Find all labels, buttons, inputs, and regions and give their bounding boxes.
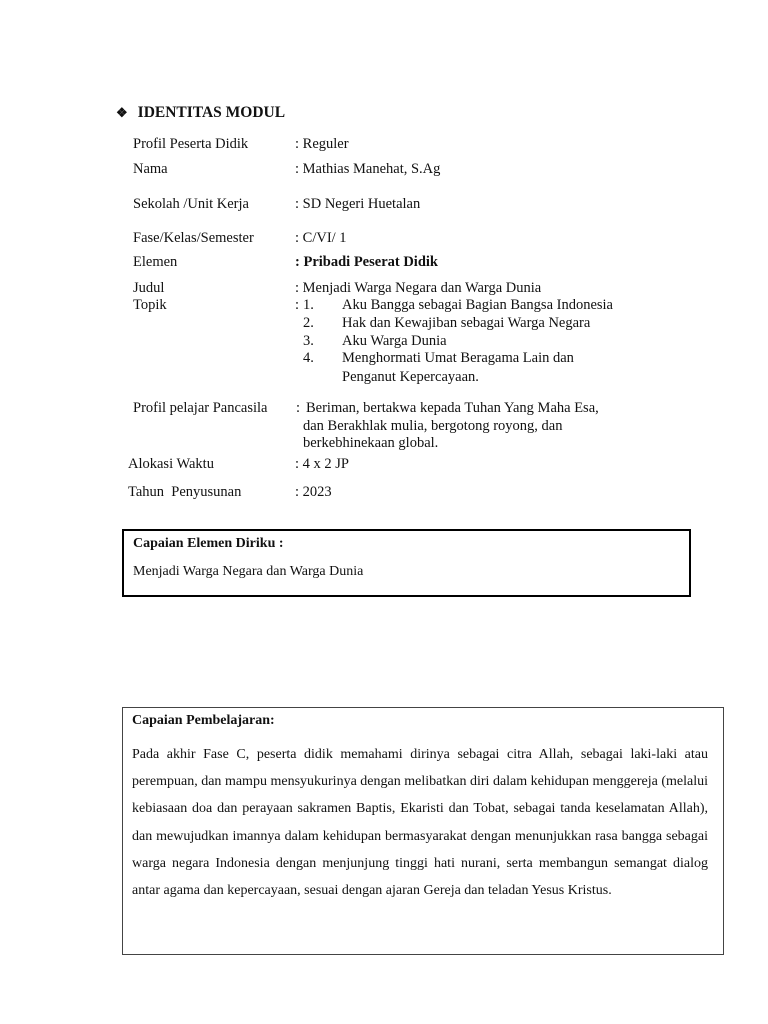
profil-value: : Reguler (295, 136, 349, 152)
capaian-elemen-box (122, 529, 691, 597)
diamond-bullet-icon: ❖ (116, 105, 128, 120)
pancasila-label: Profil pelajar Pancasila (133, 400, 268, 416)
elemen-value: Pribadi Peserat Didik (303, 254, 438, 270)
capaian-pembelajaran-body: Pada akhir Fase C, peserta didik memahami dirinya sebagai citra Allah, sebagai laki-laki atau perempuan, dan mampu mensyukurinya dengan melibatkan diri dalam kehidupan menggereja (melalui kebiasaan doa dan perayaan sakramen Baptis, Ekaristi dan Tobat, sebagai tanda keselamatan Allah), dan mewujudkan imannya dalam kehidupan bermasyarakat dengan menunjukkan rasa bangga sebagai warga negara Indonesia dengan menjunjung tinggi hati nurani, serta membangun semangat dialog antar agama dan kepercayaan, sesuai dengan ajaran Gereja dan teladan Yesus Kristus. (132, 747, 708, 899)
judul-value: : Menjadi Warga Negara dan Warga Dunia (295, 280, 542, 296)
sekolah-label: Sekolah /Unit Kerja (133, 196, 249, 212)
alokasi-label: Alokasi Waktu (128, 456, 214, 472)
sekolah-value: : SD Negeri Huetalan (295, 196, 421, 212)
topik-item-2: Hak dan Kewajiban sebagai Warga Negara (342, 315, 591, 331)
judul-label: Judul (133, 280, 165, 296)
topik-item-4: Menghormati Umat Beragama Lain dan (342, 350, 574, 366)
capaian-elemen-title: Capaian Elemen Diriku : (133, 536, 284, 551)
topik-item-3: Aku Warga Dunia (342, 333, 447, 349)
elemen-value-row (295, 253, 438, 271)
topik-num-2: 2. (303, 315, 314, 331)
profil-label: Profil Peserta Didik (133, 136, 249, 152)
fase-label: Fase/Kelas/Semester (133, 230, 254, 246)
topik-num-1: 1. (303, 297, 314, 313)
tahun-value: : 2023 (295, 484, 332, 500)
topik-colon: : (295, 297, 300, 313)
alokasi-value: : 4 x 2 JP (295, 456, 349, 472)
elemen-label: Elemen (133, 254, 178, 270)
topik-item-4-continuation: Penganut Kepercayaan. (342, 369, 479, 385)
capaian-pembelajaran-box (122, 707, 724, 955)
pancasila-line-2: dan Berakhlak mulia, bergotong royong, dan (303, 418, 563, 434)
section-heading (116, 104, 285, 122)
topik-label: Topik (133, 297, 167, 313)
pancasila-line-3: berkebhinekaan global. (303, 435, 439, 451)
elemen-colon: : (295, 254, 304, 270)
topik-item-1: Aku Bangga sebagai Bagian Bangsa Indonesia (342, 297, 613, 313)
section-title: IDENTITAS MODUL (137, 104, 286, 121)
nama-value: : Mathias Manehat, S.Ag (295, 161, 441, 177)
capaian-elemen-body: Menjadi Warga Negara dan Warga Dunia (133, 564, 364, 579)
topik-num-3: 3. (303, 333, 314, 349)
pancasila-colon: : (296, 400, 301, 416)
topik-num-4: 4. (303, 350, 314, 366)
capaian-pembelajaran-title: Capaian Pembelajaran: (132, 713, 275, 728)
pancasila-line-1: Beriman, bertakwa kepada Tuhan Yang Maha Esa, (306, 400, 599, 416)
fase-value: : C/VI/ 1 (295, 230, 347, 246)
tahun-label: Tahun Penyusunan (128, 484, 242, 500)
nama-label: Nama (133, 161, 168, 177)
